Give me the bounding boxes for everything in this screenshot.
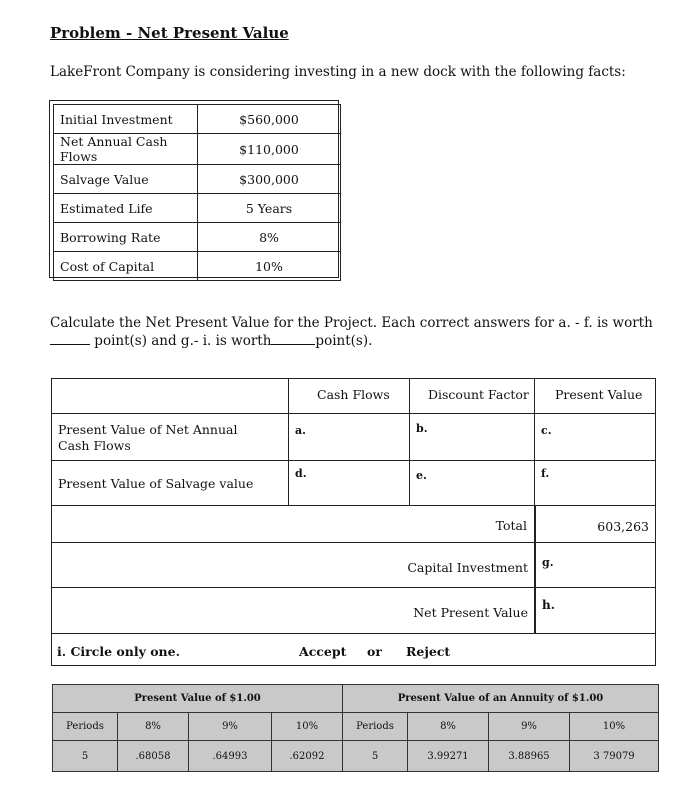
pv-annuity-header: Present Value of an Annuity of $1.00 xyxy=(343,685,659,713)
annuity-9pct: 3.88965 xyxy=(489,741,570,772)
cell-g[interactable] xyxy=(534,542,656,588)
cell-e[interactable] xyxy=(409,460,535,506)
capital-investment-label: Capital Investment xyxy=(407,560,528,575)
reject-option[interactable]: Reject xyxy=(406,644,451,659)
pv-data-row xyxy=(53,741,659,772)
instructions-part2: point(s) and g.- i. is worth xyxy=(94,333,272,349)
col-8pct: 8% xyxy=(408,713,489,741)
pv-factor-table xyxy=(52,684,659,772)
pv-10pct: .62092 xyxy=(272,741,343,772)
total-label: Total xyxy=(495,518,527,533)
annuity-periods: 5 xyxy=(343,741,408,772)
capital-label-cell xyxy=(51,542,536,588)
npv-label-cell xyxy=(51,587,536,634)
pv-header-row xyxy=(53,685,659,713)
header-discount-factor xyxy=(409,378,535,414)
total-value: 603,263 xyxy=(597,519,649,534)
pv-9pct: .64993 xyxy=(189,741,272,772)
annuity-8pct: 3.99271 xyxy=(408,741,489,772)
annuity-10pct: 3 79079 xyxy=(570,741,659,772)
instructions-part3: point(s). xyxy=(315,333,373,349)
col-9pct: 9% xyxy=(189,713,272,741)
col-8pct: 8% xyxy=(118,713,189,741)
marker-e: e. xyxy=(416,469,427,482)
header-cash-flows xyxy=(288,378,410,414)
total-value-cell xyxy=(534,505,656,543)
col-10pct: 10% xyxy=(570,713,659,741)
marker-d: d. xyxy=(295,467,307,480)
col-periods: Periods xyxy=(343,713,408,741)
fact-value: 5 Years xyxy=(198,194,341,223)
facts-row xyxy=(54,134,341,165)
fact-label: Net Annual Cash Flows xyxy=(54,134,198,165)
marker-f: f. xyxy=(541,467,550,480)
fact-value: $110,000 xyxy=(198,134,341,165)
col-9pct: 9% xyxy=(489,713,570,741)
col-10pct: 10% xyxy=(272,713,343,741)
pv-8pct: .68058 xyxy=(118,741,189,772)
fact-label: Estimated Life xyxy=(54,194,198,223)
facts-row xyxy=(54,165,341,194)
header-present-value xyxy=(534,378,656,414)
header-blank-cell xyxy=(51,378,289,414)
facts-row xyxy=(54,105,341,134)
marker-b: b. xyxy=(416,422,428,435)
decision-row xyxy=(51,633,656,666)
cell-c[interactable] xyxy=(534,413,656,461)
pv-periods: 5 xyxy=(53,741,118,772)
facts-row xyxy=(54,223,341,252)
net-present-value-label: Net Present Value xyxy=(413,605,528,620)
cell-d[interactable] xyxy=(288,460,410,506)
fact-label: Borrowing Rate xyxy=(54,223,198,252)
present-value-header-text: Present Value xyxy=(555,387,643,402)
marker-g: g. xyxy=(542,556,554,569)
col-periods: Periods xyxy=(53,713,118,741)
accept-option[interactable]: Accept xyxy=(299,644,347,659)
facts-row xyxy=(54,194,341,223)
row1-label: Present Value of Net Annual Cash Flows xyxy=(58,422,238,453)
fact-value: $560,000 xyxy=(198,105,341,134)
or-text: or xyxy=(367,644,382,659)
row2-label-cell xyxy=(51,460,289,506)
fact-label: Initial Investment xyxy=(54,105,198,134)
intro-text: LakeFront Company is considering investing in a new dock with the following facts: xyxy=(50,64,626,80)
circle-only-one-label: i. Circle only one. xyxy=(57,644,180,659)
facts-row xyxy=(54,252,341,281)
cash-flows-header-text: Cash Flows xyxy=(317,387,390,402)
cell-b[interactable] xyxy=(409,413,535,461)
facts-table xyxy=(53,104,341,281)
instructions xyxy=(50,314,662,350)
points-blank-1[interactable] xyxy=(50,344,90,345)
fact-label: Cost of Capital xyxy=(54,252,198,281)
fact-value: 8% xyxy=(198,223,341,252)
page-title: Problem - Net Present Value xyxy=(50,24,289,42)
total-label-cell xyxy=(51,505,536,543)
fact-value: $300,000 xyxy=(198,165,341,194)
discount-factor-header-text: Discount Factor xyxy=(428,387,529,402)
pv-columns-row xyxy=(53,713,659,741)
pv-single-header: Present Value of $1.00 xyxy=(53,685,343,713)
cell-h[interactable] xyxy=(534,587,656,634)
points-blank-2[interactable] xyxy=(271,344,315,345)
marker-h: h. xyxy=(542,598,555,612)
cell-f[interactable] xyxy=(534,460,656,506)
marker-a: a. xyxy=(295,424,306,437)
fact-value: 10% xyxy=(198,252,341,281)
instructions-part1: Calculate the Net Present Value for the Project. Each correct answers for a. - f. is worth xyxy=(50,315,653,331)
row2-label: Present Value of Salvage value xyxy=(58,476,254,491)
cell-a[interactable] xyxy=(288,413,410,461)
marker-c: c. xyxy=(541,424,552,437)
row1-label-cell xyxy=(51,413,289,461)
fact-label: Salvage Value xyxy=(54,165,198,194)
